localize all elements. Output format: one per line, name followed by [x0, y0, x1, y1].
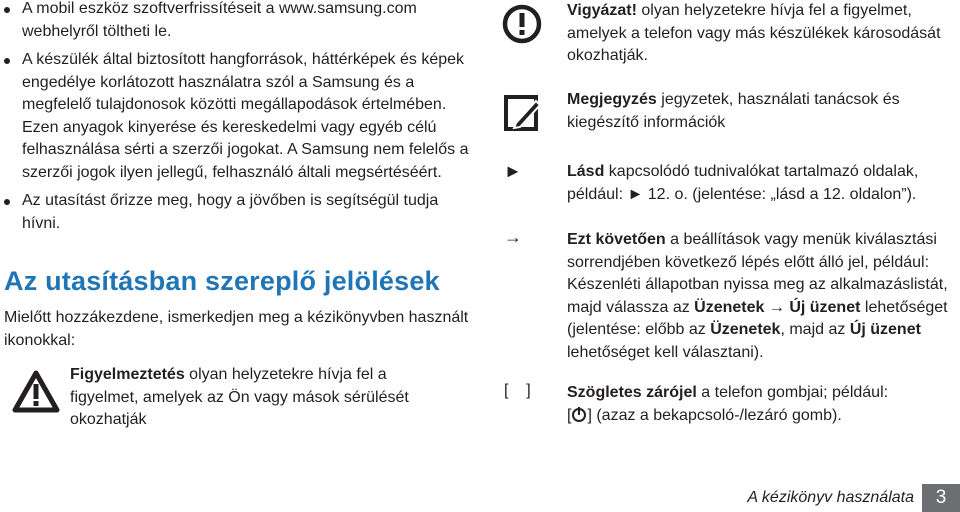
- see-desc: kapcsolódó tudnivalókat tartalmazó oldalak, például: ► 12. o. (jelentése: „lásd a 12. oldalon”).: [567, 163, 919, 203]
- note-desc: jegyzetek, használati tanácsok és kiegészítő információk: [567, 91, 900, 131]
- play-triangle-icon: ►: [504, 161, 522, 181]
- warning-triangle-icon: [12, 370, 60, 419]
- caution-term: Vigyázat!: [567, 2, 637, 19]
- caution-circle-icon: [502, 4, 542, 49]
- section-title: Az utasításban szereplő jelölések: [4, 266, 440, 296]
- list-item: A mobil eszköz szoftverfrissítéseit a www.samsung.com webhelyről töltheti le.: [0, 0, 470, 43]
- caution-desc: olyan helyzetekre hívja fel a figyelmet, amelyek a telefon vagy más készülékek károsodását okozhatják.: [567, 2, 941, 64]
- note-term: Megjegyzés: [567, 91, 657, 108]
- warning-desc: olyan helyzetekre hívja fel a figyelmet, amelyek az Ön vagy mások sérülését okozhatják: [70, 366, 409, 428]
- list-item: A készülék által biztosított hangforrások, háttérképek és képek engedélye korlátozott használatra szól a Samsung és a megfelelő tulajdonosok közötti megállapodások értelmében. Ezen anyagok kinyerése és kereskedelmi vagy egyéb célú felhasználása sérti a szerzői jogokat. A Samsung nem felelős a szerzői jogok ilyen jellegű, felhasználó általi megsértéséért.: [0, 49, 470, 184]
- section-intro: Mielőtt hozzákezdene, ismerkedjen meg a kézikönyvben használt ikonokkal:: [4, 309, 469, 349]
- left-column: [0, 0, 470, 352]
- arrow-right-icon: →: [504, 227, 522, 247]
- bracket-term: Szögletes zárójel: [567, 384, 697, 401]
- footer-title: A kézikönyv használata: [747, 489, 914, 506]
- page-number: 3: [922, 484, 960, 512]
- brackets-icon: [ ]: [504, 382, 531, 399]
- see-term: Lásd: [567, 163, 605, 180]
- warning-term: Figyelmeztetés: [70, 366, 185, 383]
- note-pencil-icon: [502, 93, 542, 138]
- power-button-icon: [571, 405, 587, 423]
- bullet-icon: [4, 7, 10, 13]
- page-footer: [747, 484, 960, 512]
- bullet-list: [0, 0, 470, 235]
- list-item: Az utasítást őrizze meg, hogy a jövőben is segítségül tudja hívni.: [0, 190, 470, 235]
- next-step-term: Ezt követően: [567, 231, 666, 248]
- bullet-icon: [4, 58, 10, 64]
- bullet-icon: [4, 199, 10, 205]
